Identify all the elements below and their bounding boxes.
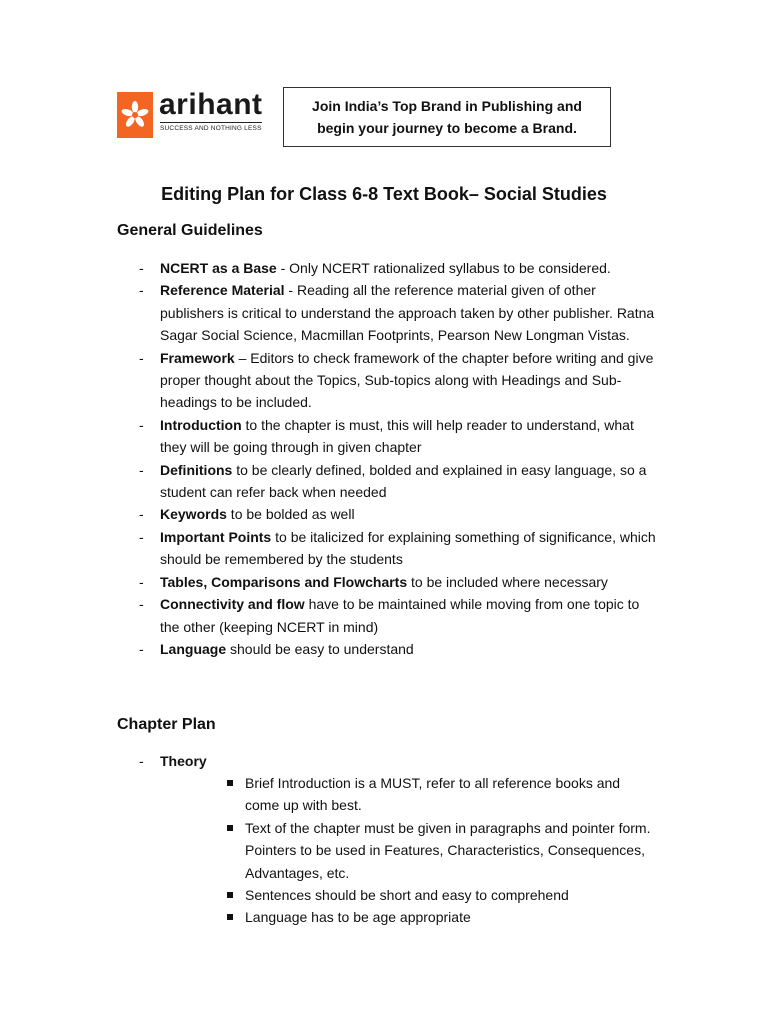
guideline-term: Tables, Comparisons and Flowcharts <box>160 573 408 590</box>
guideline-text: should be easy to understand <box>226 640 414 657</box>
list-item: - Framework – Editors to check framework of the chapter before writing and give proper thought about the Topics, Sub-topics along with Headings and Sub-headings to be included. <box>139 349 654 411</box>
theory-sublist <box>223 772 653 929</box>
guideline-text: – Editors to check framework of the chapter before writing and give proper thought about the Topics, Sub-topics along with Headings and Sub-headings to be included. <box>160 349 654 411</box>
promo-line-1: Join India’s Top Brand in Publishing and <box>312 98 582 114</box>
promo-box <box>283 87 611 147</box>
list-item: - Language should be easy to understand <box>139 640 414 657</box>
list-item: Sentences should be short and easy to comprehend <box>223 884 653 906</box>
guideline-term: Framework <box>160 349 235 366</box>
list-item: - Connectivity and flow have to be maintained while moving from one topic to the other (keeping NCERT in mind) <box>139 596 640 635</box>
arihant-logo <box>117 88 267 142</box>
square-bullet-icon <box>227 780 233 786</box>
list-item: - Keywords to be bolded as well <box>139 506 355 523</box>
guideline-text: - Reading all the reference material given of other publishers is critical to understand the approach taken by other publisher. Ratna Sagar Social Science, Macmillan Footprints, Pearson New Longman Vistas. <box>160 282 655 344</box>
logo-wordmark: arihant <box>159 88 263 121</box>
square-bullet-icon <box>227 825 233 831</box>
guideline-text: to be italicized for explaining something of significance, which should be remembered by the students <box>160 528 656 568</box>
flower-icon <box>117 92 153 138</box>
guideline-term: Important Points <box>160 528 272 545</box>
guideline-term: NCERT as a Base <box>160 260 277 276</box>
square-bullet-icon <box>227 914 233 920</box>
general-guidelines-heading: General Guidelines <box>117 222 263 239</box>
page-title: Editing Plan for Class 6-8 Text Book– Social Studies <box>161 184 607 204</box>
guideline-text: to the chapter is must, this will help reader to understand, what they will be going through in given chapter <box>160 416 634 456</box>
guideline-term: Reference Material <box>160 282 285 299</box>
guideline-term: Language <box>160 640 227 657</box>
guideline-text: have to be maintained while moving from one topic to the other (keeping NCERT in mind) <box>160 596 640 635</box>
list-item: Brief Introduction is a MUST, refer to all reference books and come up with best. <box>223 772 653 817</box>
guideline-text: to be clearly defined, bolded and explained in easy language, so a student can refer back when needed <box>160 461 647 501</box>
guideline-term: Introduction <box>160 416 242 433</box>
square-bullet-icon <box>227 892 233 898</box>
guideline-term: Keywords <box>160 506 227 523</box>
guideline-text: to be included where necessary <box>407 573 608 590</box>
list-item: - NCERT as a Base - Only NCERT rationalized syllabus to be considered. <box>139 260 611 276</box>
list-item: - Reference Material - Reading all the reference material given of other publishers is critical to understand the approach taken by other publisher. Ratna Sagar Social Science, Macmillan Footprints, Pearson New Longman Vistas. <box>139 282 655 344</box>
list-item: Text of the chapter must be given in paragraphs and pointer form. Pointers to be used in Features, Characteristics, Consequences, Advantages, etc. <box>223 817 653 884</box>
list-item: - Tables, Comparisons and Flowcharts to be included where necessary <box>139 573 608 590</box>
list-item: - Important Points to be italicized for explaining something of significance, which should be remembered by the students <box>139 528 656 568</box>
promo-line-2: begin your journey to become a Brand. <box>317 120 577 136</box>
guideline-term: Definitions <box>160 461 233 478</box>
list-item: - Definitions to be clearly defined, bolded and explained in easy language, so a student can refer back when needed <box>139 461 647 501</box>
chapter-plan-heading: Chapter Plan <box>117 716 216 733</box>
logo-tagline: SUCCESS AND NOTHING LESS <box>160 122 262 132</box>
guideline-term: Connectivity and flow <box>160 596 305 613</box>
general-guidelines-list <box>117 257 657 660</box>
theory-label: Theory <box>160 753 207 769</box>
list-item: - Introduction to the chapter is must, this will help reader to understand, what they will be going through in given chapter <box>139 416 634 456</box>
chapter-plan-list <box>117 750 657 772</box>
list-item: - Theory <box>139 753 207 769</box>
guideline-text: - Only NCERT rationalized syllabus to be considered. <box>276 260 611 276</box>
list-item: Language has to be age appropriate <box>223 906 653 928</box>
guideline-text: to be bolded as well <box>226 506 355 523</box>
